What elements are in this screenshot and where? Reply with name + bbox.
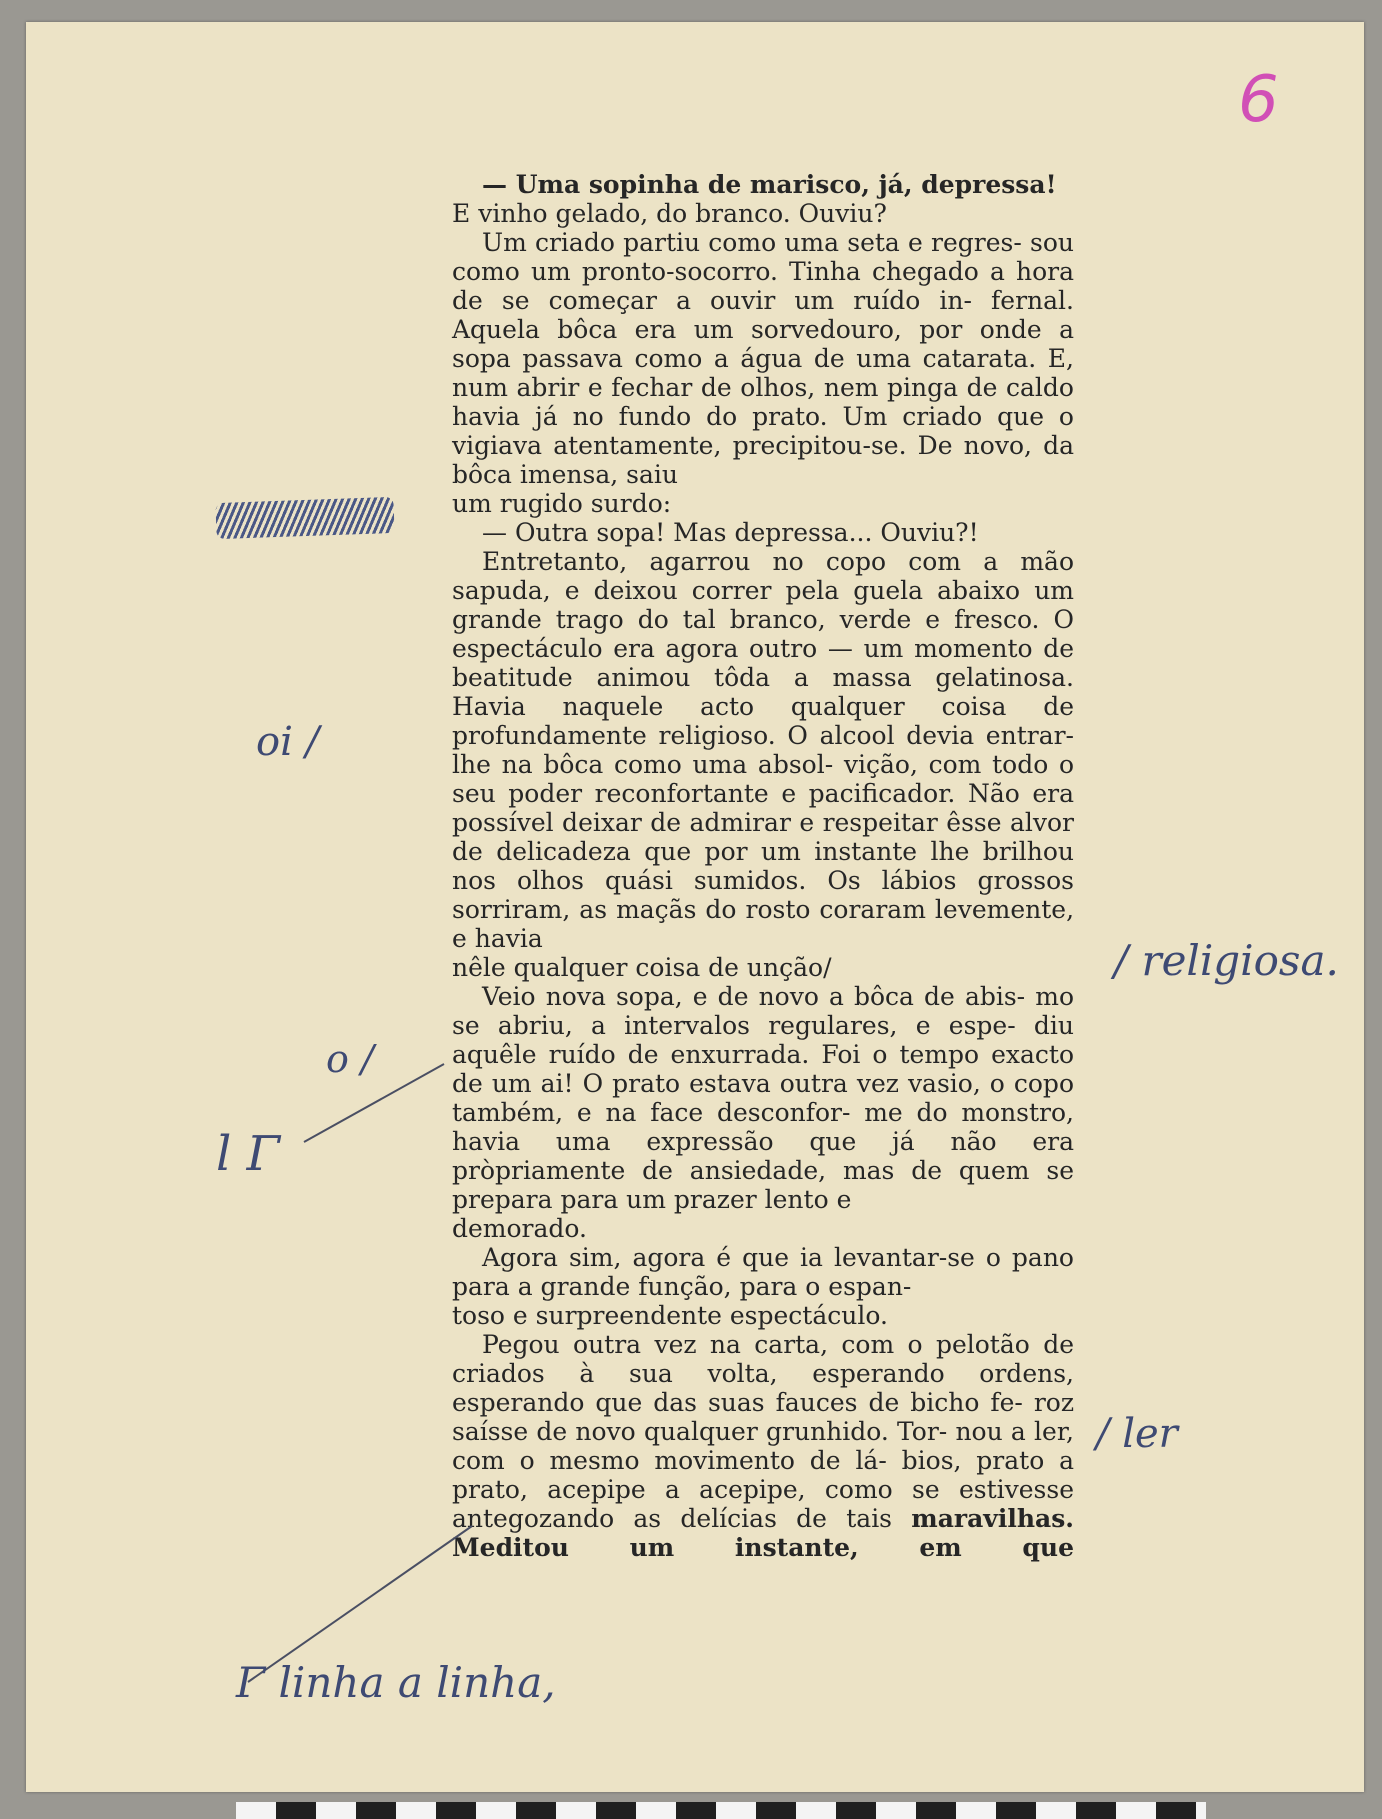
text-line: vição, com todo o seu poder reconfortante bbox=[452, 750, 1075, 808]
text-line: que por um instante lhe brilhou nos olhos bbox=[452, 837, 1074, 895]
text-line: — Uma sopinha de marisco, já, depressa! bbox=[482, 170, 1057, 199]
proofreading-marks bbox=[26, 22, 1364, 1792]
margin-note-oi: oi / bbox=[256, 719, 320, 765]
text-line: se estivesse antegozando as delícias de tais bbox=[452, 1475, 1074, 1533]
text-line: me do monstro, havia uma expressão que já bbox=[452, 1098, 1074, 1156]
text-line: nem pinga de caldo havia já no fundo do bbox=[452, 373, 1074, 431]
text-line: nêle qualquer coisa de unção/ bbox=[452, 953, 832, 982]
text-line: fernal. Aquela bôca era um sorvedouro, por bbox=[452, 286, 1074, 344]
text-line: não era pròpriamente de ansiedade, mas de bbox=[452, 1127, 1075, 1185]
text-line: maçãs do rosto coraram levemente, e havia bbox=[452, 895, 1075, 953]
text-line: e pacificador. Não era possível deixar de bbox=[452, 779, 1074, 837]
text-line: — Outra sopa! Mas depressa... Ouviu?! bbox=[482, 518, 979, 547]
correction-line bbox=[304, 1064, 444, 1142]
text-line: quem se prepara para um prazer lento e bbox=[452, 1156, 1074, 1214]
text-line: Entretanto, agarrou no copo com a mão bbox=[482, 547, 1074, 576]
text-line: bios, prato a prato, acepipe a acepipe, como bbox=[452, 1446, 1074, 1504]
text-line: E vinho gelado, do branco. Ouviu? bbox=[452, 199, 887, 228]
text-line: um grande trago do tal branco, verde e bbox=[452, 576, 1074, 634]
text-line: precipitou-se. De novo, da bôca imensa, saiu bbox=[452, 431, 1075, 489]
text-line: onde a sopa passava como a água de uma bbox=[452, 315, 1075, 373]
margin-note-ler: / ler bbox=[1096, 1411, 1178, 1457]
margin-note-l: l Γ bbox=[216, 1126, 280, 1182]
text-line: quási sumidos. Os lábios grossos sorriram, as bbox=[452, 866, 1074, 924]
text-line: de criados à sua volta, esperando ordens, bbox=[452, 1330, 1074, 1388]
margin-note-religiosa: / religiosa. bbox=[1114, 936, 1339, 985]
text-line: nou a ler, com o mesmo movimento de lá- bbox=[452, 1417, 1074, 1475]
text-line: a hora de se começar a ouvir um ruído in- bbox=[452, 257, 1075, 315]
text-line: coisa de profundamente religioso. O alcool bbox=[452, 692, 1074, 750]
margin-note-linha-a-linha: Γ linha a linha, bbox=[236, 1658, 556, 1707]
text-line: esperando que das suas fauces de bicho fe- bbox=[452, 1388, 1023, 1417]
text-line: admirar e respeitar êsse alvor de delicadeza bbox=[452, 808, 1074, 866]
scale-ruler bbox=[236, 1802, 1206, 1819]
text-line: Pegou outra vez na carta, com o pelotão bbox=[482, 1330, 1030, 1359]
manuscript-page bbox=[26, 22, 1364, 1792]
text-line: Um criado partiu como uma seta e regres- bbox=[482, 228, 1022, 257]
text-line: prato. Um criado que o vigiava atentamente, bbox=[452, 402, 1074, 460]
text-line: sou como um pronto-socorro. Tinha chegado bbox=[452, 228, 1074, 286]
text-line: mo se abriu, a intervalos regulares, e espe- bbox=[452, 982, 1074, 1040]
text-line: momento de beatitude animou tôda a massa bbox=[452, 634, 1075, 692]
text-line: toso e surpreendente espectáculo. bbox=[452, 1301, 888, 1330]
text-line: exacto de um ai! O prato estava outra vez bbox=[452, 1040, 1074, 1098]
text-line: um rugido surdo: bbox=[452, 489, 672, 518]
text-line: sapuda, e deixou correr pela guela abaixo bbox=[452, 576, 1021, 605]
page-number: 6 bbox=[1238, 63, 1279, 137]
text-line: roz saísse de novo qualquer grunhido. Tor- bbox=[452, 1388, 1074, 1446]
text-line: devia entrar-lhe na bôca como uma absol- bbox=[452, 721, 1074, 779]
text-line: Agora sim, agora é que ia levantar-se o bbox=[482, 1243, 1001, 1272]
text-line: pano para a grande função, para o espan- bbox=[452, 1243, 1074, 1301]
text-line: demorado. bbox=[452, 1214, 587, 1243]
text-line: catarata. E, num abrir e fechar de olhos, bbox=[452, 344, 1074, 402]
text-line: gelatinosa. Havia naquele acto qualquer bbox=[452, 663, 1074, 721]
text-line: fresco. O espectáculo era agora outro — um bbox=[452, 605, 1074, 663]
text-line: diu aquêle ruído de enxurrada. Foi o tempo bbox=[452, 1011, 1074, 1069]
text-line: Veio nova sopa, e de novo a bôca de abis- bbox=[482, 982, 1026, 1011]
text-line: vasio, o copo também, e na face desconfor- bbox=[452, 1069, 1074, 1127]
margin-note-o: o / bbox=[326, 1037, 374, 1081]
text-line: maravilhas. Meditou um instante, em que bbox=[452, 1504, 1074, 1562]
